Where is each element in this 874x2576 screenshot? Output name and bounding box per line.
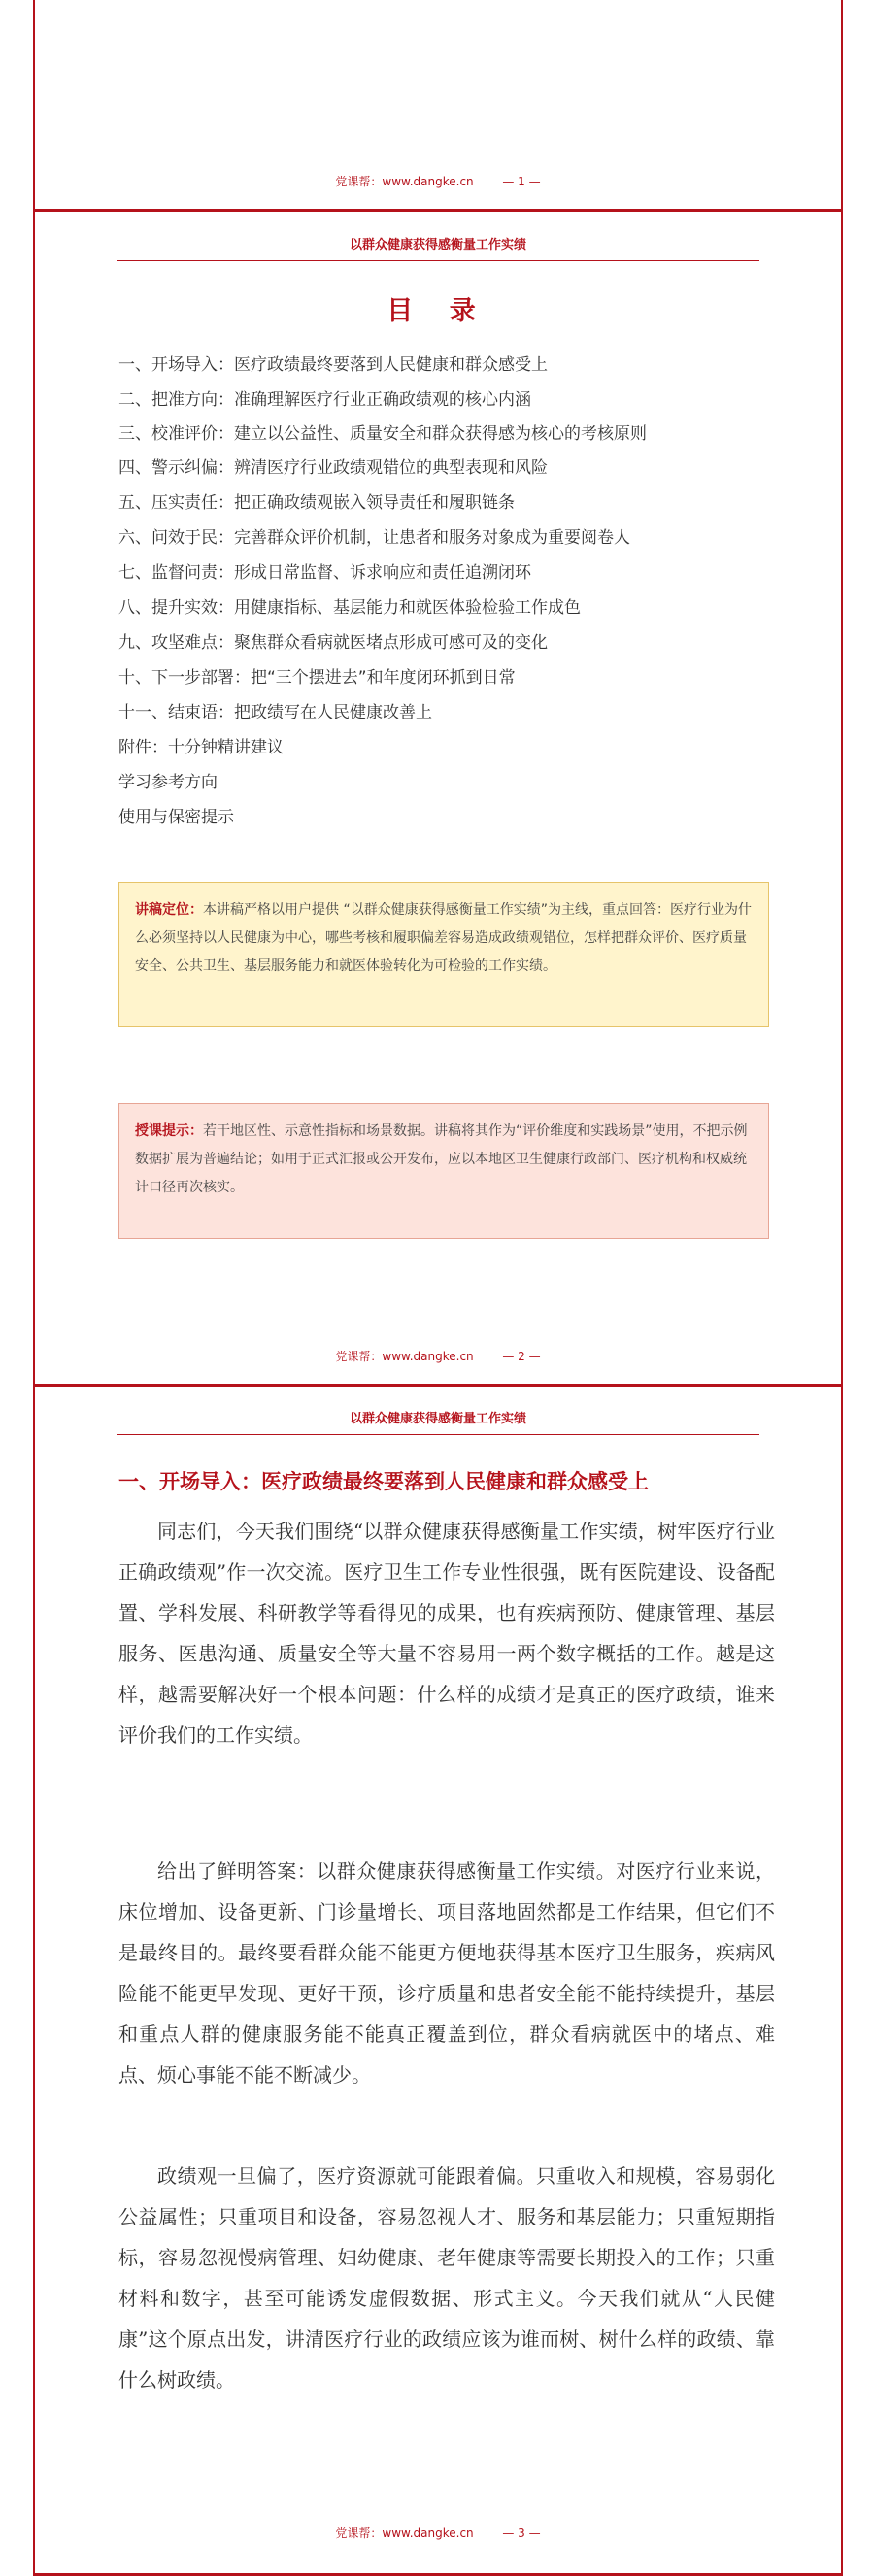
tips-label: 授课提示： — [135, 1123, 203, 1139]
footer-page-number: — 1 — — [502, 175, 541, 188]
toc-item: 六、问效于民：完善群众评价机制，让患者和服务对象成为重要阅卷人 — [118, 528, 630, 548]
running-header: 以群众健康获得感衡量工作实绩 — [117, 1408, 759, 1435]
tips-text: 若干地区性、示意性指标和场景数据。讲稿将其作为“评价维度和实践场景”使用，不把示例数据扩展为普遍结论；如用于正式汇报或公开发布，应以本地区卫生健康行政部门、医疗机构和权威统计口径再次核实。 — [135, 1123, 748, 1195]
footer-page-number: — 3 — — [502, 2526, 541, 2540]
toc-item: 八、提升实效：用健康指标、基层能力和就医体验检验工作成色 — [118, 598, 581, 618]
running-header: 以群众健康获得感衡量工作实绩 — [117, 234, 759, 261]
page-footer — [35, 2525, 841, 2541]
footer-page-number: — 2 — — [502, 1350, 541, 1363]
toc-item: 一、开场导入：医疗政绩最终要落到人民健康和群众感受上 — [118, 355, 548, 375]
toc-item: 二、把准方向：准确理解医疗行业正确政绩观的核心内涵 — [118, 390, 531, 410]
footer-site: 党课帮：www.dangke.cn — [335, 2526, 474, 2540]
toc-item: 九、攻坚难点：聚焦群众看病就医堵点形成可感可及的变化 — [118, 633, 548, 652]
page-footer — [35, 173, 841, 189]
page-footer — [35, 1348, 841, 1364]
positioning-note-box — [118, 882, 769, 1027]
toc-item: 七、监督问责：形成日常监督、诉求响应和责任追溯闭环 — [118, 563, 531, 583]
body-paragraph: 同志们，今天我们围绕“以群众健康获得感衡量工作实绩，树牢医疗行业正确政绩观”作一次交流。医疗卫生工作专业性很强，既有医院建设、设备配置、学科发展、科研教学等看得见的成果，也有疾病预防、健康管理、基层服务、医患沟通、质量安全等大量不容易用一两个数字概括的工作。越是这样，越需要解决好一个根本问题：什么样的成绩才是真正的医疗政绩，谁来评价我们的工作实绩。 — [118, 1520, 775, 1747]
toc-item: 学习参考方向 — [118, 773, 218, 792]
body-paragraph: 给出了鲜明答案：以群众健康获得感衡量工作实绩。对医疗行业来说，床位增加、设备更新、门诊量增长、项目落地固然都是工作结果，但它们不是最终目的。最终要看群众能不能更方便地获得基本医疗卫生服务，疾病风险能不能更早发现、更好干预，诊疗质量和患者安全能不能持续提升，基层和重点人群的健康服务能不能真正覆盖到位，群众看病就医中的堵点、难点、烦心事能不能不断减少。 — [118, 1859, 775, 2087]
body-paragraph: 政绩观一旦偏了，医疗资源就可能跟着偏。只重收入和规模，容易弱化公益属性；只重项目和设备，容易忽视人才、服务和基层能力；只重短期指标，容易忽视慢病管理、妇幼健康、老年健康等需要长期投入的工作；只重材料和数字，甚至可能诱发虚假数据、形式主义。今天我们就从“人民健康”这个原点出发，讲清医疗行业的政绩应该为谁而树、树什么样的政绩、靠什么树政绩。 — [118, 2164, 775, 2392]
table-of-contents — [118, 348, 769, 835]
teaching-tips-box — [118, 1103, 769, 1239]
footer-site: 党课帮：www.dangke.cn — [335, 1350, 474, 1363]
positioning-text: 本讲稿严格以用户提供 “以群众健康获得感衡量工作实绩”为主线，重点回答：医疗行业为什么必须坚持以人民健康为中心，哪些考核和履职偏差容易造成政绩观错位，怎样把群众评价、医疗质量安全、公共卫生、基层服务能力和就医体验转化为可检验的工作实绩。 — [135, 902, 752, 974]
page-2 — [33, 212, 843, 1387]
toc-heading: 目 录 — [387, 296, 489, 326]
toc-item: 五、压实责任：把正确政绩观嵌入领导责任和履职链条 — [118, 493, 515, 513]
footer-site: 党课帮：www.dangke.cn — [335, 175, 474, 188]
positioning-label: 讲稿定位： — [135, 902, 203, 918]
toc-item: 十、下一步部署：把“三个摆进去”和年度闭环抓到日常 — [118, 668, 516, 687]
page-3 — [33, 1387, 843, 2576]
toc-item: 使用与保密提示 — [118, 808, 234, 827]
toc-item: 附件：十分钟精讲建议 — [118, 738, 284, 757]
section-heading: 一、开场导入：医疗政绩最终要落到人民健康和群众感受上 — [118, 1469, 649, 1493]
page-1 — [33, 0, 843, 212]
toc-item: 十一、结束语：把政绩写在人民健康改善上 — [118, 703, 432, 722]
toc-item: 四、警示纠偏：辨清医疗行业政绩观错位的典型表现和风险 — [118, 458, 548, 478]
toc-item: 三、校准评价：建立以公益性、质量安全和群众获得感为核心的考核原则 — [118, 424, 647, 444]
